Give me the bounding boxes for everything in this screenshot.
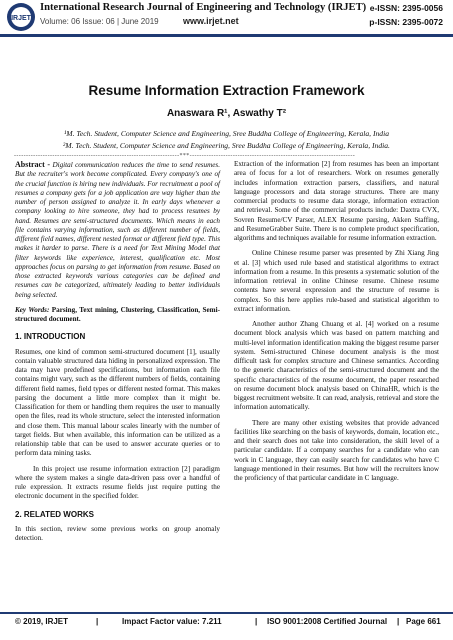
pissn: p-ISSN: 2395-0072 [369, 17, 443, 27]
footer-impact-factor: Impact Factor value: 7.211 [122, 617, 222, 626]
volume-line: Volume: 06 Issue: 06 | June 2019 [40, 17, 159, 26]
abstract-text: Digital communication reduces the time to send resumes. But the recruiter's work become complicated. Every company's one of the crucial function is hiring new individuals. For recruitment a pool of resumes a company gets for a job application are way higher than the number of person assigned to analyze it. In early days whenever a company looking to hire someone, they had to process resumes by hand. Resumes are semi-structured documents. Which means in each file contains varying information, such as different number of fields, different field names, different nested format or different field type. This makes it harder to parse. There is a need for Text Mining Model that filter keywords like experience, interest, qualification etc. Most approaches focus on parsing to get information from resume. Based on those extracted keywords various categories can be defined and resumes can be categorized, ultimately leading to better individuals being selected. [15, 161, 220, 299]
journal-header [0, 0, 453, 38]
paper-authors: Anaswara R¹, Aswathy T² [166, 108, 287, 119]
abstract [15, 160, 220, 300]
footer-divider-2: | [255, 617, 258, 626]
affiliation-1: ¹M. Tech. Student, Computer Science and Engineering, Sree Buddha College of Engineering, Kerala, India [63, 129, 390, 138]
journal-title: International Research Journal of Engineering and Technology (IRJET) [40, 2, 367, 13]
footer-copyright: © 2019, IRJET [15, 617, 69, 626]
eissn: e-ISSN: 2395-0056 [369, 3, 443, 13]
footer-divider-3: | [397, 617, 400, 626]
section-separator: ---------------------------------------------------------------------***--------------------------------------------------------------------- [14, 153, 356, 159]
footer-divider-1: | [96, 617, 99, 626]
paper-title: Resume Information Extraction Framework [88, 83, 365, 98]
keywords-text: Parsing, Text mining, Clustering, Classification, Semi-structured document. [15, 305, 220, 323]
related-heading: 2. RELATED WORKS [15, 509, 94, 519]
right-paragraph-3: Another author Zhang Chuang et al. [4] worked on a resume document block analysis which was based on pattern matching and multi-level information identification making the biggest resume parser system. Semi-structured Chinese document analysis is the most difficult task for complex structure and Chinese semantics. According to the generic characteristics of the semi-structured document and the specific characteristics of the resume document, the paper researched on resume document block analysis based on ChinaHR, which is the biggest recruitment website. It can read, analysis, retrieval and store the information automatically. [234, 320, 439, 412]
right-column [234, 160, 439, 489]
intro-paragraph-1: Resumes, one kind of common semi-structured document [1], usually contain valuable structured data hiding in personalized expression. The data may have predefined specifications, but information each file contains might vary, such as the different numbers of fields, containing different field names, field types or different nested format. This makes parsing the document a little more complex than it might be. Classification for them or handling them requires the user to manually open the files, read its whole structure, select the interested information and close them. This manual labour scales linearly with the number of target fields. But when available, this information can be utilized as a relationship table that can be used to answer accurate queries or to perform data mining tasks. [15, 347, 220, 458]
right-paragraph-4: There are many other existing websites that provide advanced facilities like searching on the basis of keywords, domain, location etc., and their search does not take into consideration, the skill level of a particular candidate. If a company searches for a candidate who can work in C language, they can easily search for candidates who have C language mentioned in their resumes. But how will the recruiters know the proficiency of that particular candidate in C language. [234, 418, 439, 482]
keywords-label: Key Words: [15, 305, 50, 314]
footer-page-number: Page 661 [406, 617, 441, 626]
footer-rule [0, 612, 453, 614]
related-paragraph-1: In this section, review some previous works on group anomaly detection. [15, 524, 220, 542]
journal-website[interactable]: www.irjet.net [183, 16, 239, 26]
keywords [15, 306, 220, 325]
intro-paragraph-2: In this project use resume information extraction [2] paradigm where the system makes a single data-driven pass over a handful of rule expression. It extracts resume fields just require putting the electronic document in the specified folder. [15, 464, 220, 501]
affiliation-2: ²M. Tech. Student, Computer Science and Engineering, Sree Buddha College of Engineering, Kerala, India. [63, 141, 390, 150]
header-rule [0, 34, 453, 37]
right-paragraph-2: Online Chinese resume parser was presented by Zhi Xiang Jing et al. [3] which used rule based and statistical algorithms to extract information from a resume. In this presents a systematic solution of the information retrieval in online Chinese resume. Chinese resume contents have several expression and the structure of resume is complex. So this here applies rule-based and statistical algorithm to extract information. [234, 249, 439, 313]
intro-heading: 1. INTRODUCTION [15, 332, 86, 342]
footer-iso: ISO 9001:2008 Certified Journal [267, 617, 388, 626]
right-paragraph-1: Extraction of the information [2] from resumes has been an important area of focus for a lot of researchers. Work on resumes generally includes information extraction parsers, classifiers, and natural language processors and data storage structures. There are many commercial products to resume data storage, information extraction and retrieval. Some of the commercial products include: Daxtra CVX, Sovren Resume/CV Parser, ALEX Resume parsing, Akken Staffing, and ResumeGrabber Suite. There is no complete product specification, algorithms and techniques available for resume information extraction. [234, 160, 439, 242]
logo-text: IRJET [11, 15, 31, 22]
left-column [15, 160, 220, 549]
abstract-label: Abstract - [15, 160, 51, 169]
irjet-logo-icon [6, 2, 36, 32]
